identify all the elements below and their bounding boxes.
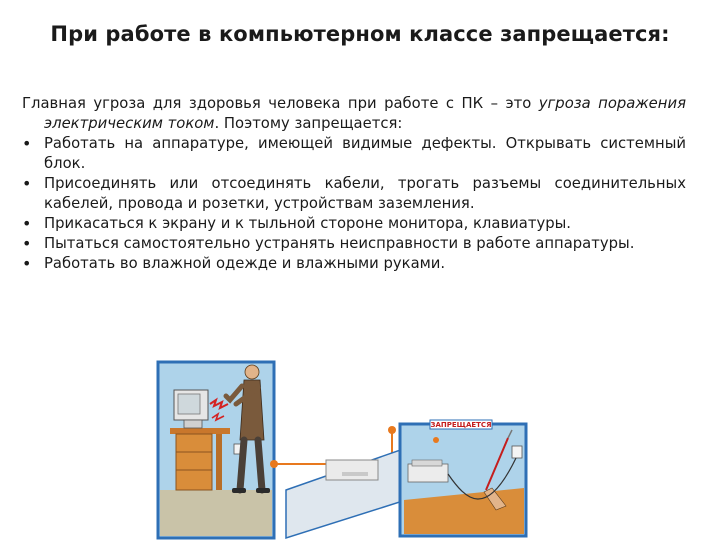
safety-illustration [156, 360, 686, 540]
slide-title: При работе в компьютерном классе запрещается: [50, 22, 670, 46]
list-item: • Пытаться самостоятельно устранять неисправности в работе аппаратуры. [22, 234, 686, 254]
list-item: • Работать на аппаратуре, имеющей видимые дефекты. Открывать системный блок. [22, 134, 686, 174]
printer-scene [286, 448, 406, 538]
intro-text-after: . Поэтому запрещается: [214, 115, 403, 132]
list-item: • Прикасаться к экрану и к тыльной стороне монитора, клавиатуры. [22, 214, 686, 234]
list-item: • Присоединять или отсоединять кабели, трогать разъемы соединительных кабелей, провода и розетки, устройствам заземления. [22, 174, 686, 214]
prohibitions-list [22, 134, 686, 274]
left-panel [158, 362, 274, 538]
intro-emphasis: угроза поражения электрическим током [44, 95, 686, 132]
intro-text-before: Главная угроза для здоровья человека при работе с ПК – это [22, 95, 539, 112]
list-item: • Работать во влажной одежде и влажными руками. [22, 254, 686, 274]
intro-paragraph [22, 94, 686, 134]
warning-panel [400, 420, 526, 536]
warning-label: ЗАПРЕЩАЕТСЯ [430, 421, 492, 429]
slide-content [22, 94, 686, 274]
